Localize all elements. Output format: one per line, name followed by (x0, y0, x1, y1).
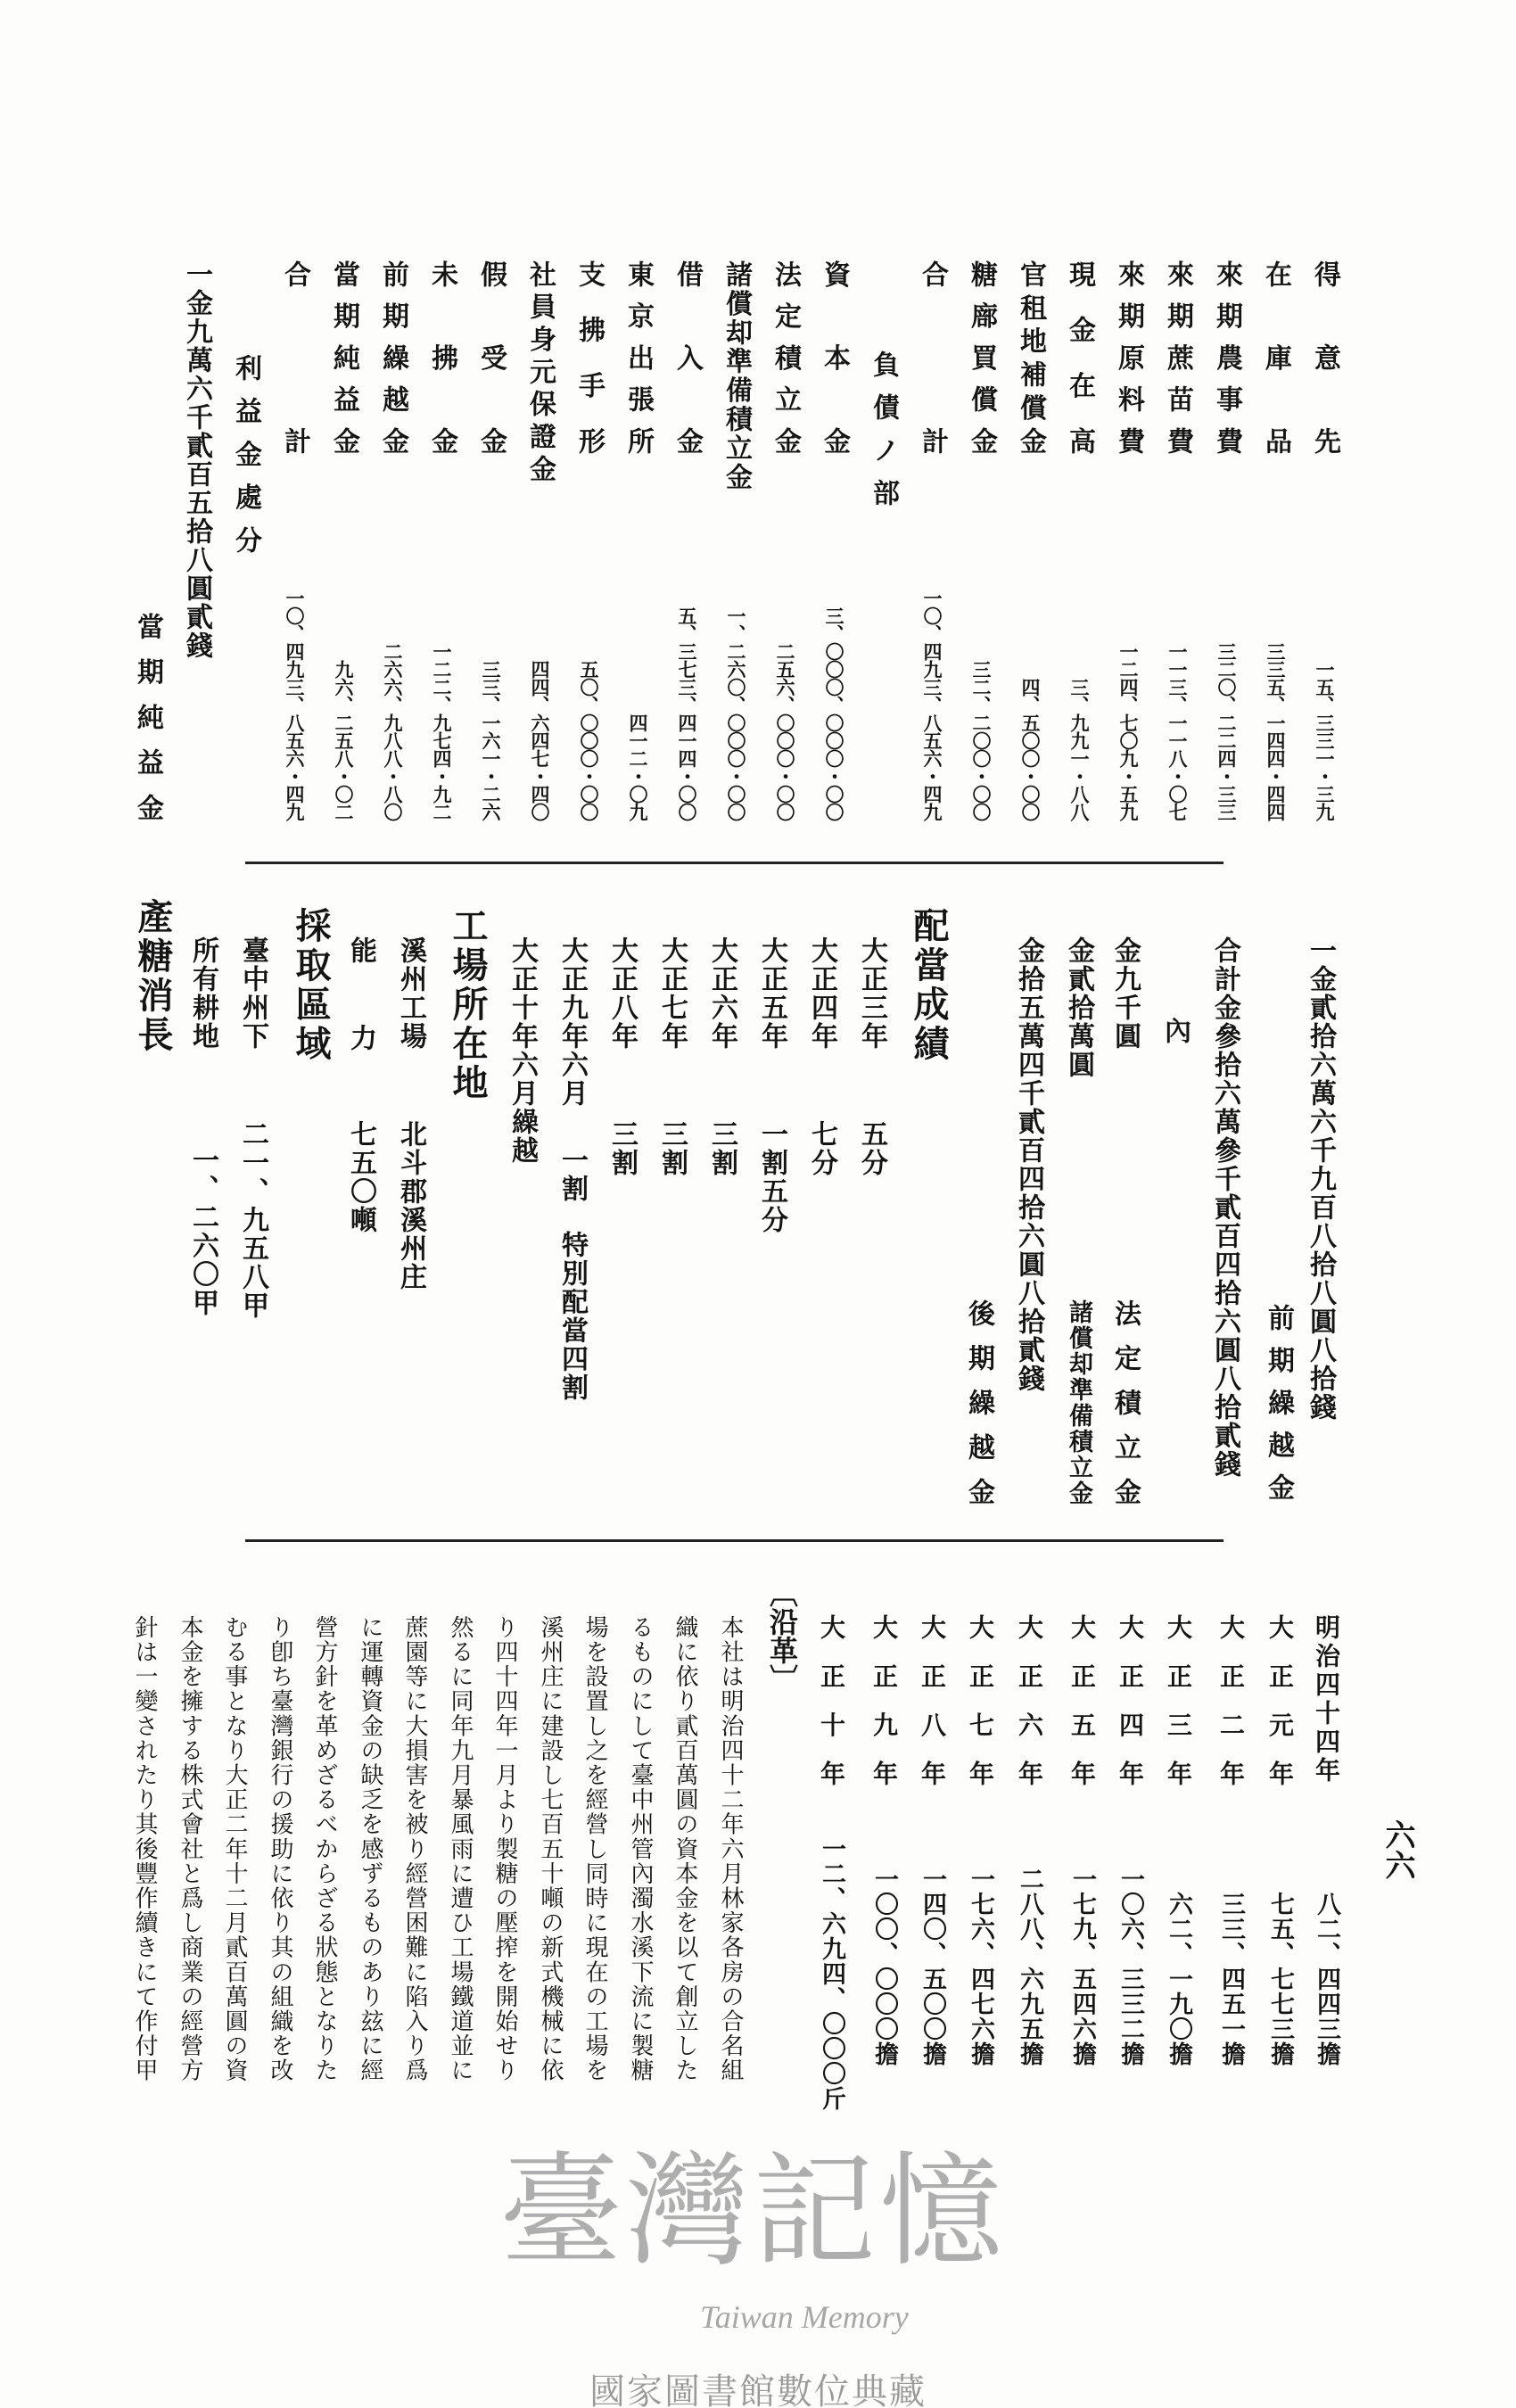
amount: 一二、六九四、〇〇〇斤 (818, 1836, 845, 2111)
label-text: 內 (1159, 1017, 1191, 1043)
history-line (622, 0, 658, 2408)
row-label: 合計 (917, 260, 948, 454)
period: 大正四年 (806, 936, 837, 1051)
amount: 一七九、五四六擔 (1068, 1867, 1096, 2066)
history-line (713, 0, 748, 2408)
year: 大正九年 (869, 1614, 899, 1785)
row-value: 九六、二五八・〇二 (333, 660, 355, 821)
row-value: 三、〇〇〇、〇〇〇・〇〇 (823, 606, 845, 821)
year: 大正八年 (918, 1614, 947, 1785)
rate: 三割 (656, 1120, 688, 1177)
amount: 一四〇、五〇〇擔 (919, 1867, 946, 2066)
row-label: 法定積立金 (770, 260, 801, 454)
section-heading: 〔沿革〕 (765, 1579, 799, 1693)
row-value: 三三、一六一・二六 (480, 660, 502, 821)
row-value: 二五六、〇〇〇・〇〇 (774, 642, 796, 821)
production-row (866, 0, 902, 2408)
row-value: 一一三、一一八・〇七 (1166, 642, 1189, 821)
paragraph-line: り卽ち臺灣銀行の援助に依り其の組織を改 (267, 1615, 293, 2083)
amount: 一〇六、三三二擔 (1116, 1867, 1144, 2066)
year: 大正六年 (1015, 1614, 1044, 1785)
history-line (217, 0, 252, 2408)
amount-text: 合計金參拾六萬參千貳百四拾六圓八拾貳錢 (1209, 936, 1240, 1479)
period: 大正六年 (706, 936, 737, 1051)
watermark-logo-text: 臺灣記憶 (499, 2140, 1007, 2283)
row-value: 四四、六四七・四〇 (529, 660, 551, 821)
paragraph-line: 場を設置し之を經營し同時に現在の工場を (581, 1615, 608, 2083)
row-label: 未拂金 (426, 260, 457, 454)
paragraph-line: り四十四年一月より製糖の壓搾を開始せり (491, 1615, 518, 2083)
row-value: 三二、二〇〇・〇〇 (970, 660, 993, 821)
year: 大正四年 (1116, 1614, 1145, 1785)
section-heading: 採取區域 (290, 907, 332, 1064)
history-header (764, 0, 800, 2408)
row-value: 一〇、四九三、八五六・四九 (921, 589, 943, 821)
row-value: 一二四、七〇九・五九 (1117, 642, 1140, 821)
amount: 七五、七七三擔 (1266, 1892, 1294, 2066)
section-heading: 利益金處分 (230, 354, 261, 553)
paragraph-line: 織に依り貳百萬圓の資本金を以て創立した (671, 1615, 698, 2083)
paragraph-line: 溪州庄に建設し七百五十噸の新式機械に依 (537, 1615, 564, 2083)
paragraph-line: 本社は明治四十二年六月林家各房の合名組 (717, 1615, 744, 2083)
row-label: 在庫品 (1260, 260, 1291, 454)
row-label: 東京出張所 (622, 260, 654, 454)
history-line (307, 0, 342, 2408)
production-row (1160, 0, 1196, 2408)
period: 大正八年 (606, 936, 638, 1051)
row-label: 假受金 (475, 260, 507, 454)
capacity-value: 七五〇噸 (345, 1120, 376, 1234)
area-label: 臺中州下 (237, 936, 268, 1051)
history-line (352, 0, 388, 2408)
period: 大正三年 (856, 936, 887, 1051)
rate: 五分 (856, 1120, 887, 1177)
label-text: 前期繰越金 (1263, 1304, 1294, 1500)
period: 大正五年 (756, 936, 787, 1051)
period: 大正十年六月繰越 (507, 936, 538, 1165)
row-label: 官租地補償金 (1015, 260, 1046, 454)
period: 大正九年六月 (556, 936, 588, 1108)
section-heading: 負債ノ部 (868, 350, 899, 506)
label-text: 後期繰越金 (963, 1299, 994, 1505)
history-line (487, 0, 523, 2408)
year: 大正十年 (817, 1614, 846, 1785)
history-line (532, 0, 568, 2408)
amount-text: 一金貳拾六萬六千九百八拾八圓八拾錢 (1305, 936, 1336, 1422)
amount: 一七六、四七六擔 (967, 1867, 994, 2066)
section-heading: 配當成績 (908, 907, 950, 1064)
production-row (1011, 0, 1047, 2408)
amount-text: 金拾五萬四千貳百四拾六圓八拾貳錢 (1013, 936, 1044, 1393)
area-value: 二一、九五八甲 (237, 1120, 268, 1320)
factory-name: 溪州工場 (395, 936, 426, 1051)
history-line (442, 0, 478, 2408)
paragraph-line: 蔗園等に大損害を被り經營困難に陷入り爲 (401, 1615, 428, 2083)
row-label: 來期原料費 (1113, 260, 1144, 454)
row-label: 支拂手形 (573, 260, 605, 454)
row-value: 一、二六〇、〇〇〇・〇〇 (725, 606, 747, 821)
row-value: 五〇、〇〇〇・〇〇 (578, 660, 600, 821)
row-value: 四一二・〇九 (627, 713, 649, 821)
row-label: 糖廍買償金 (966, 260, 997, 454)
row-label: 資本金 (819, 260, 850, 454)
row-label: 現金在高 (1064, 260, 1095, 454)
row-value: 三、九九一・八八 (1068, 678, 1091, 821)
paragraph-line: に運轉資金の缺乏を感ずるものあり玆に經 (357, 1615, 383, 2083)
row-value: 一二二、九七四・九二 (431, 642, 453, 821)
production-row (1213, 0, 1248, 2408)
page-number: 六六 (1380, 1819, 1415, 1880)
label-text: 當期純益金 (132, 613, 163, 821)
amount: 六二、一九〇擔 (1165, 1892, 1192, 2066)
amount: 一〇〇、〇〇〇擔 (870, 1867, 898, 2066)
row-value: 三三五、一四四・四四 (1265, 642, 1287, 821)
history-line (577, 0, 613, 2408)
row-label: 合計 (279, 260, 310, 454)
paragraph-line: むる事となり大正二年十二月貳百萬圓の資 (221, 1615, 248, 2083)
period: 大正七年 (656, 936, 688, 1051)
paragraph-line: 營方針を革めざるべからざる狀態となりた (311, 1615, 338, 2083)
production-row (1308, 0, 1344, 2408)
factory-location: 北斗郡溪州庄 (395, 1120, 426, 1291)
production-row (914, 0, 950, 2408)
label-text: 法定積立金 (1109, 1299, 1141, 1505)
year: 大正元年 (1265, 1614, 1295, 1785)
row-label: 來期蔗苗費 (1162, 260, 1193, 454)
row-label: 來期農事費 (1211, 260, 1242, 454)
history-line (172, 0, 208, 2408)
amount: 八二、四四三擔 (1313, 1892, 1340, 2066)
row-label: 當期純益金 (328, 260, 359, 454)
row-label: 借入金 (671, 260, 703, 454)
paragraph-line: 然るに同年九月暴風雨に遭ひ工場鐵道並に (447, 1615, 474, 2083)
area-value: 一、二六〇甲 (187, 1146, 218, 1317)
row-value: 一〇、四九三、八五六・四九 (284, 589, 306, 821)
rate: 一割 (556, 1146, 588, 1203)
area-label: 所有耕地 (187, 936, 218, 1051)
amount-text: 金貳拾萬圓 (1063, 936, 1094, 1079)
paragraph-line: 本金を擁する株式會社と爲し商業の經營方 (177, 1615, 203, 2083)
section-heading: 產糖消長 (132, 898, 174, 1055)
row-value: 三二〇、二二四・三三 (1215, 642, 1238, 821)
watermark-subtitle: Taiwan Memory (700, 2299, 909, 2335)
history-line (127, 0, 162, 2408)
amount: 二八八、六九五擔 (1016, 1867, 1043, 2066)
row-label: 諸償却準備積立金 (721, 260, 752, 490)
production-row (962, 0, 998, 2408)
capacity-label: 能力 (345, 936, 376, 1052)
row-label: 得意先 (1309, 260, 1340, 454)
year: 大正三年 (1164, 1614, 1193, 1785)
amount-text: 金九千圓 (1109, 936, 1141, 1051)
row-value: 一五、三三一・三九 (1314, 660, 1336, 821)
archive-footer: 國家圖書館數位典藏 (589, 2371, 927, 2408)
label-text: 諸償却準備積立金 (1065, 1299, 1092, 1505)
production-row (1064, 0, 1100, 2408)
production-row (1262, 0, 1298, 2408)
amount-text: 一金九萬六千貳百五拾八圓貳錢 (181, 260, 212, 660)
year: 大正二年 (1216, 1614, 1246, 1785)
rate: 三割 (706, 1120, 737, 1177)
section-heading: 工場所在地 (447, 907, 489, 1103)
special-dividend: 特別配當四割 (556, 1231, 588, 1402)
row-label: 社員身元保證金 (524, 260, 556, 482)
paragraph-line: 針は一變されたり其後豐作續きにて作付甲 (131, 1615, 158, 2083)
history-line (397, 0, 433, 2408)
history-line (262, 0, 298, 2408)
year: 大正五年 (1067, 1614, 1097, 1785)
production-row (813, 0, 849, 2408)
paragraph-line: るものにして臺中州管內濁水溪下流に製糖 (627, 1615, 654, 2083)
history-line (667, 0, 703, 2408)
row-value: 四、五〇〇・〇〇 (1019, 678, 1042, 821)
row-label: 前期繰越金 (377, 260, 408, 454)
production-row (1112, 0, 1148, 2408)
amount: 三三、四五一擔 (1217, 1892, 1245, 2066)
rate: 七分 (806, 1120, 837, 1177)
year: 大正七年 (966, 1614, 995, 1785)
row-value: 五、三七三、四一四・〇〇 (676, 606, 698, 821)
rate: 一割五分 (756, 1120, 787, 1234)
row-value: 二六六、九八八・八〇 (382, 642, 404, 821)
rate: 三割 (606, 1120, 638, 1177)
year: 明治四十四年 (1312, 1614, 1341, 1785)
